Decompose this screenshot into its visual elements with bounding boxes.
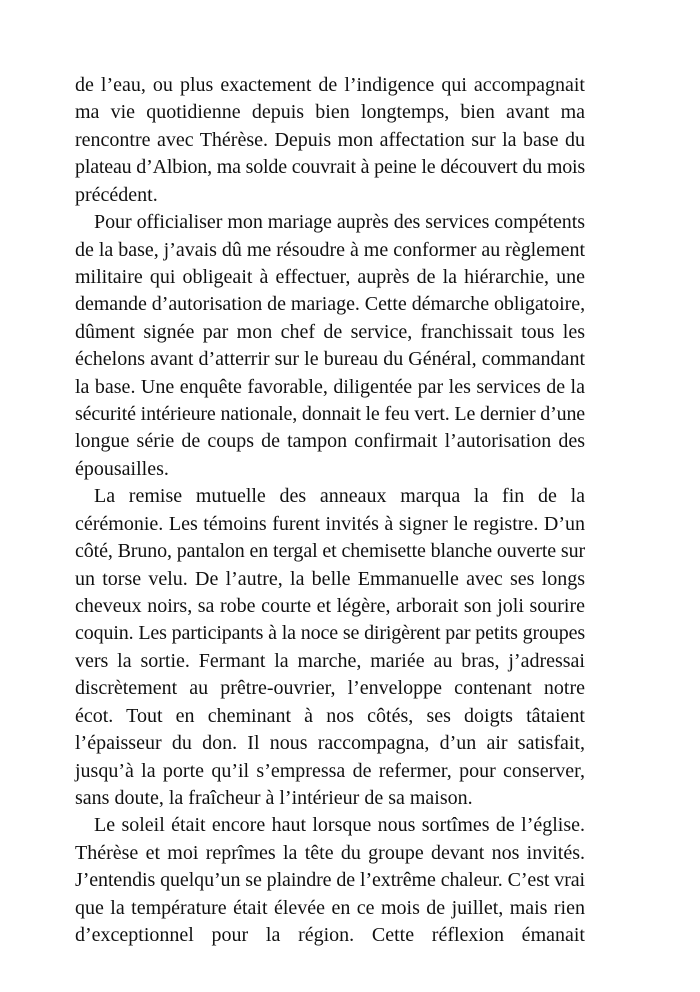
text-line: épousailles. xyxy=(75,457,169,480)
text-line: longue série de coups de tampon confirmait l’autorisation des xyxy=(75,430,585,453)
text-line: Pour officialiser mon mariage auprès des services compétents xyxy=(94,211,586,234)
text-line: La remise mutuelle des anneaux marqua la fin de la xyxy=(94,485,585,508)
text-line: jusqu’à la porte qu’il s’empressa de refermer, pour conserver, xyxy=(75,759,585,782)
text-line: plateau d’Albion, ma solde couvrait à peine le découvert du mois xyxy=(75,156,585,179)
text-line: sans doute, la fraîcheur à l’intérieur de sa maison. xyxy=(75,786,473,809)
text-line: l’épaisseur du don. Il nous raccompagna, d’un air satisfait, xyxy=(75,732,585,755)
text-line: coquin. Les participants à la noce se dirigèrent par petits groupes xyxy=(75,622,585,645)
text-line: militaire qui obligeait à effectuer, auprès de la hiérarchie, une xyxy=(75,265,585,288)
text-line: cérémonie. Les témoins furent invités à signer le registre. D’un xyxy=(75,512,585,535)
text-line: la base. Une enquête favorable, diligentée par les services de la xyxy=(75,375,585,398)
text-line: vers la sortie. Fermant la marche, mariée au bras, j’adressai xyxy=(75,649,585,672)
text-line: écot. Tout en cheminant à nos côtés, ses doigts tâtaient xyxy=(75,704,585,727)
text-line: côté, Bruno, pantalon en tergal et chemisette blanche ouverte sur xyxy=(75,540,585,563)
text-line: Thérèse et moi reprîmes la tête du groupe devant nos invités. xyxy=(75,841,585,864)
text-line: discrètement au prêtre-ouvrier, l’enveloppe contenant notre xyxy=(75,677,585,700)
text-line: échelons avant d’atterrir sur le bureau du Général, commandant xyxy=(75,348,585,371)
page-body xyxy=(75,72,585,950)
text-line: cheveux noirs, sa robe courte et légère, arborait son joli sourire xyxy=(75,595,585,618)
text-line: rencontre avec Thérèse. Depuis mon affectation sur la base du xyxy=(75,128,585,151)
text-line: de la base, j’avais dû me résoudre à me conformer au règlement xyxy=(75,238,586,261)
text-line: d’exceptionnel pour la région. Cette réflexion émanait xyxy=(75,924,585,947)
text-line: J’entendis quelqu’un se plaindre de l’extrême chaleur. C’est vrai xyxy=(75,869,586,892)
text-line: précédent. xyxy=(75,183,158,206)
text-line: que la température était élevée en ce mois de juillet, mais rien xyxy=(75,896,585,919)
text-line: dûment signée par mon chef de service, franchissait tous les xyxy=(75,320,585,343)
text-line: de l’eau, ou plus exactement de l’indigence qui accompagnait xyxy=(75,74,585,96)
text-line: demande d’autorisation de mariage. Cette démarche obligatoire, xyxy=(75,293,586,316)
text-line: Le soleil était encore haut lorsque nous sortîmes de l’église. xyxy=(94,814,585,837)
text-line: sécurité intérieure nationale, donnait le feu vert. Le dernier d’une xyxy=(75,403,586,426)
text-line: un torse velu. De l’autre, la belle Emmanuelle avec ses longs xyxy=(75,567,585,590)
text-line: ma vie quotidienne depuis bien longtemps, bien avant ma xyxy=(75,101,585,124)
